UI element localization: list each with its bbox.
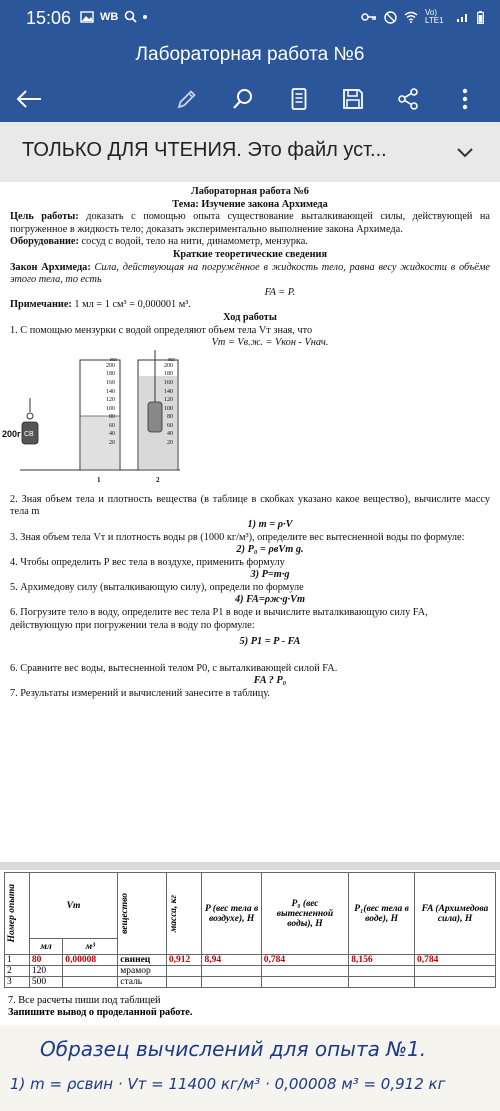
scale-tick: 60	[167, 422, 173, 429]
table-cell-ml: 500	[29, 977, 62, 988]
scale-tick: 20	[167, 440, 173, 447]
share-button[interactable]	[393, 84, 423, 114]
phone-view-icon	[291, 88, 307, 110]
step-3-formula: 2) P₀ = ρвVт g.	[236, 544, 304, 556]
step-5: 5. Архимедову силу (выталкивающую силу), определи по формуле	[10, 581, 304, 593]
battery-icon	[477, 11, 484, 24]
scale-tick: 20	[109, 440, 115, 447]
table-cell-p	[202, 966, 261, 977]
table-row	[5, 977, 496, 988]
step-5-formula: 4) FA=ρж·g·Vт	[234, 594, 306, 606]
scale-2	[155, 362, 173, 448]
network-label: Vo) LTE1	[425, 8, 444, 25]
step-4-formula: 3) P=m·g	[250, 569, 290, 581]
step-4: 4. Чтобы определить Р вес тела в воздухе, применить формулу	[10, 556, 285, 568]
status-time: 15:06	[26, 8, 72, 28]
table-cell-mass	[166, 977, 202, 988]
lab-title: Лабораторная работа №6	[191, 186, 309, 197]
scale-tick: 180	[164, 371, 173, 378]
step-6-formula: 5) P1 = P - FA	[239, 636, 301, 648]
mute-icon	[384, 11, 397, 24]
goal-paragraph: Цель работы: доказать с помощью опыта существование выталкивающей силы, действующей на погруженное в жидкость тело; доказать экспериментально выполнение закона Архимеда.	[10, 211, 490, 235]
table-cell-n: 3	[5, 977, 30, 988]
carrier-label: WB	[100, 10, 119, 23]
document-title: Лабораторная работа №6	[135, 44, 365, 65]
scale-tick: 140	[164, 388, 173, 395]
col-p: P (вес тела в воздухе), Н	[202, 873, 261, 955]
edit-button[interactable]	[172, 84, 202, 114]
col-mass: масса, кг	[168, 894, 179, 933]
col-volume: Vт	[29, 873, 117, 939]
save-icon	[342, 88, 364, 110]
reading-view-button[interactable]	[284, 84, 314, 114]
step-7: 6. Сравните вес воды, вытесненной телом P0, с выталкивающей силой FA.	[10, 662, 338, 674]
step-2: 2. Зная объем тела и плотность вещества (в таблице в скобках указано какое вещество), вычислите массу тела m	[10, 493, 490, 518]
scale-tick: 100	[164, 405, 173, 412]
table-cell-sub: свинец	[118, 955, 167, 966]
col-p0: P₀ (вес вытесненной воды), Н	[261, 873, 348, 955]
scale-tick: 40	[109, 431, 115, 438]
scale-tick: 80	[167, 414, 173, 421]
page-gap	[0, 862, 500, 870]
back-button[interactable]	[14, 84, 44, 114]
document-page[interactable]	[0, 182, 500, 862]
footer-line-2: Запишите вывод о проделанной работе.	[8, 1007, 193, 1018]
toolbar	[0, 76, 500, 122]
save-button[interactable]	[338, 84, 368, 114]
table-cell-fa: 0,784	[415, 955, 496, 966]
law-formula: FA = P.	[264, 286, 296, 298]
more-options-button[interactable]	[450, 84, 480, 114]
step-7-formula: FA ? P₀	[253, 675, 287, 687]
col-substance: вещество	[120, 893, 131, 934]
handwritten-note	[0, 1025, 500, 1111]
banner-text: ТОЛЬКО ДЛЯ ЧТЕНИЯ. Это файл уст...	[22, 139, 387, 161]
unit-label-2: мл	[168, 356, 175, 363]
note-paragraph: Примечание: 1 мл = 1 см³ = 0,000001 м³.	[10, 299, 191, 311]
table-cell-mass: 0,912	[166, 955, 202, 966]
scale-tick: 80	[109, 414, 115, 421]
scale-tick: 160	[164, 379, 173, 386]
handwritten-line-2: 1) m = ρсвин · Vт = 11400 кг/м³ · 0,00008 м³ = 0,912 кг	[10, 1075, 446, 1093]
beaker-diagram	[0, 350, 500, 490]
scale-tick: 180	[106, 371, 115, 378]
scale-tick: 140	[106, 388, 115, 395]
scale-tick: 120	[106, 397, 115, 404]
kebab-menu-icon	[462, 88, 468, 110]
search-button[interactable]	[228, 84, 258, 114]
step-1-formula: Vт = Vв.ж. = Vкон - Vнач.	[211, 337, 329, 349]
step-1: 1. С помощью мензурки с водой определяют объем тела Vт зная, что	[10, 324, 313, 336]
read-only-banner[interactable]	[0, 122, 500, 183]
scale-tick: 40	[167, 431, 173, 438]
status-bar	[0, 0, 500, 36]
scale-tick: 120	[164, 397, 173, 404]
pencil-icon	[176, 88, 198, 110]
theory-heading: Краткие теоретические сведения	[172, 248, 328, 260]
table-cell-fa	[415, 966, 496, 977]
unit-label-1: мл	[110, 356, 117, 363]
table-cell-p1	[349, 966, 415, 977]
footer-notes	[0, 995, 500, 1025]
table-cell-p0	[261, 966, 348, 977]
handwritten-line-1: Образец вычислений для опыта №1.	[40, 1037, 427, 1061]
scale-tick: 200	[106, 362, 115, 369]
table-cell-sub: мрамор	[118, 966, 167, 977]
table-cell-m3: 0,00008	[63, 955, 118, 966]
table-cell-ml: 80	[29, 955, 62, 966]
table-cell-m3	[63, 966, 118, 977]
table-row	[5, 955, 496, 966]
footer-line-1: 7. Все расчеты пиши под таблицей	[8, 995, 161, 1006]
chevron-down-icon[interactable]	[454, 142, 476, 164]
law-paragraph: Закон Архимеда: Сила, действующая на погружённое в жидкость тело, равна весу жидкости в объёме этого тела, то есть	[10, 261, 490, 286]
gallery-icon	[80, 11, 94, 23]
table-cell-mass	[166, 966, 202, 977]
table-cell-p1	[349, 977, 415, 988]
col-ml: мл	[29, 939, 62, 955]
scale-tick: 100	[106, 405, 115, 412]
scale-tick: 200	[164, 362, 173, 369]
body-label: СВ	[24, 430, 34, 438]
table-row	[5, 966, 496, 977]
table-cell-p0	[261, 977, 348, 988]
lab-subject: Тема: Изучение закона Архимеда	[172, 198, 328, 210]
beaker-figure	[0, 350, 500, 490]
procedure-heading: Ход работы	[223, 311, 277, 323]
col-fa: FA (Архимедова сила), Н	[415, 873, 496, 955]
table-cell-p0: 0,784	[261, 955, 348, 966]
scale-tick: 160	[106, 379, 115, 386]
weight-label: 200г	[2, 428, 21, 439]
scale-1	[97, 362, 115, 448]
search-icon	[232, 88, 254, 110]
table-cell-ml: 120	[29, 966, 62, 977]
step-8: 7. Результаты измерений и вычислений занесите в таблицу.	[10, 688, 270, 700]
col-p1: P₁(вес тела в воде), Н	[349, 873, 415, 955]
signal-icon	[456, 11, 470, 23]
table-cell-m3	[63, 977, 118, 988]
figure-label-1: 1	[97, 475, 101, 484]
dot-icon	[143, 15, 147, 19]
table-cell-fa	[415, 977, 496, 988]
app-title-bar	[0, 36, 500, 76]
table-cell-n: 2	[5, 966, 30, 977]
scale-tick: 60	[109, 422, 115, 429]
col-m3: м³	[63, 939, 118, 955]
key-icon	[361, 12, 377, 22]
table-cell-sub: сталь	[118, 977, 167, 988]
share-icon	[397, 88, 419, 110]
figure-label-2: 2	[156, 475, 160, 484]
table-body	[5, 955, 496, 988]
step-6: 6. Погрузите тело в воду, определите вес тела P1 в воде и вычислите выталкивающую силу FA, действующую при погружении тела в воду по формуле:	[10, 607, 428, 631]
step-2-formula: 1) m = ρ·V	[247, 518, 293, 530]
results-table-area	[0, 870, 500, 995]
table-cell-n: 1	[5, 955, 30, 966]
equipment-paragraph: Оборудование: сосуд с водой, тело на нити, динамометр, мензурка.	[10, 236, 308, 248]
col-number: Номер опыта	[7, 884, 17, 943]
table-cell-p: 8,94	[202, 955, 261, 966]
table-cell-p	[202, 977, 261, 988]
results-table	[4, 872, 496, 988]
table-cell-p1: 8,156	[349, 955, 415, 966]
wifi-icon	[404, 11, 418, 23]
search-icon	[124, 10, 137, 23]
step-3: 3. Зная объем тела Vт и плотность воды ρв (1000 кг/м³), определите вес вытесненной воды по формуле:	[10, 531, 465, 543]
back-arrow-icon	[16, 89, 42, 109]
